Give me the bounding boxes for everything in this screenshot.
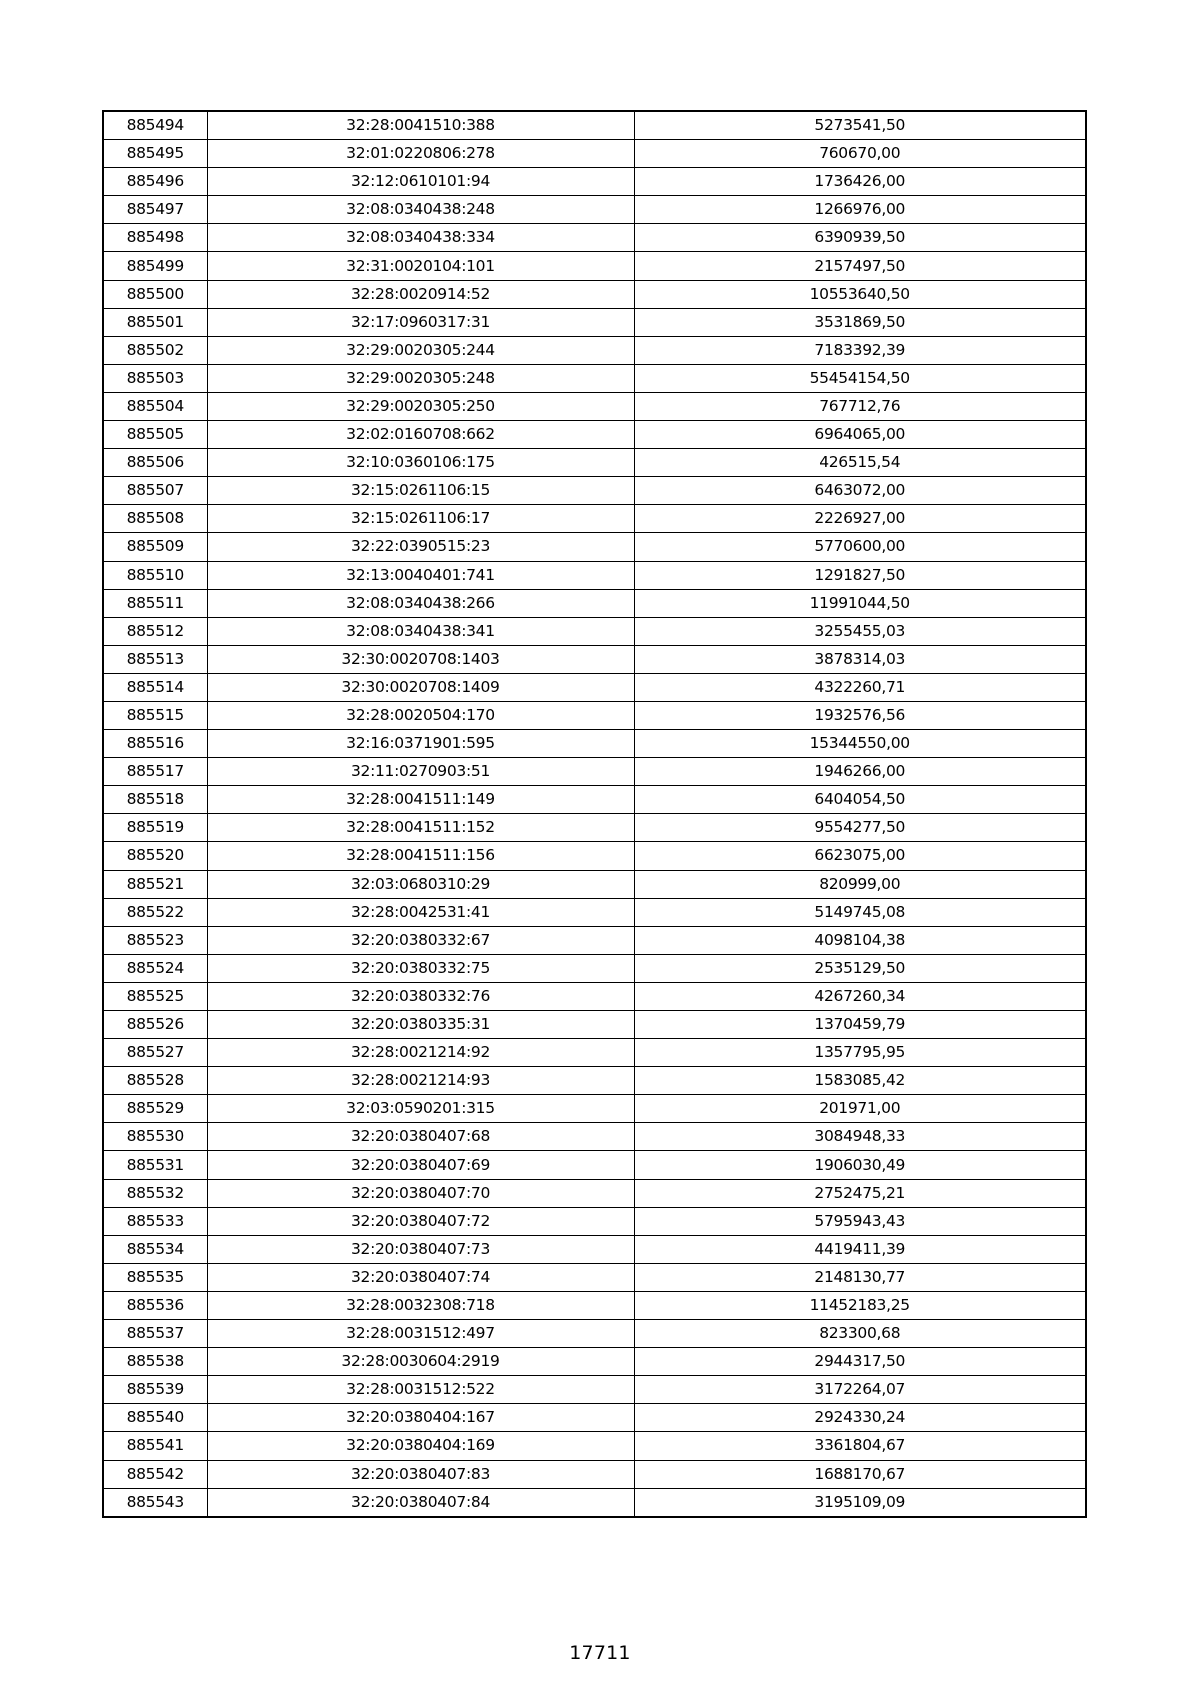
cadastral-number-cell: 32:13:0040401:741	[207, 561, 634, 589]
table-row	[103, 758, 1086, 786]
row-number-cell: 885500	[103, 280, 207, 308]
row-number-cell: 885514	[103, 673, 207, 701]
value-cell: 2924330,24	[634, 1404, 1086, 1432]
cadastral-number-cell: 32:03:0590201:315	[207, 1095, 634, 1123]
value-cell: 15344550,00	[634, 730, 1086, 758]
cadastral-number-cell: 32:08:0340438:341	[207, 617, 634, 645]
row-number-cell: 885511	[103, 589, 207, 617]
table-row	[103, 1376, 1086, 1404]
cadastral-number-cell: 32:28:0041511:149	[207, 786, 634, 814]
cadastral-number-cell: 32:29:0020305:248	[207, 364, 634, 392]
row-number-cell: 885517	[103, 758, 207, 786]
row-number-cell: 885505	[103, 421, 207, 449]
table-row	[103, 926, 1086, 954]
cadastral-number-cell: 32:20:0380335:31	[207, 1011, 634, 1039]
value-cell: 426515,54	[634, 449, 1086, 477]
row-number-cell: 885527	[103, 1039, 207, 1067]
cadastral-number-cell: 32:15:0261106:17	[207, 505, 634, 533]
table-row	[103, 1123, 1086, 1151]
value-cell: 1688170,67	[634, 1460, 1086, 1488]
cadastral-value-table	[102, 110, 1087, 1518]
table-row	[103, 1179, 1086, 1207]
cadastral-number-cell: 32:02:0160708:662	[207, 421, 634, 449]
table-row	[103, 1291, 1086, 1319]
table-row	[103, 1067, 1086, 1095]
table-row	[103, 224, 1086, 252]
table-row	[103, 561, 1086, 589]
cadastral-number-cell: 32:20:0380407:84	[207, 1488, 634, 1517]
row-number-cell: 885543	[103, 1488, 207, 1517]
table-row	[103, 111, 1086, 140]
value-cell: 9554277,50	[634, 814, 1086, 842]
row-number-cell: 885524	[103, 954, 207, 982]
row-number-cell: 885529	[103, 1095, 207, 1123]
cadastral-number-cell: 32:20:0380404:169	[207, 1432, 634, 1460]
value-cell: 1357795,95	[634, 1039, 1086, 1067]
table-row	[103, 1095, 1086, 1123]
row-number-cell: 885513	[103, 645, 207, 673]
table-row	[103, 870, 1086, 898]
cadastral-number-cell: 32:20:0380407:83	[207, 1460, 634, 1488]
value-cell: 201971,00	[634, 1095, 1086, 1123]
value-cell: 3195109,09	[634, 1488, 1086, 1517]
cadastral-number-cell: 32:28:0032308:718	[207, 1291, 634, 1319]
row-number-cell: 885537	[103, 1320, 207, 1348]
table-row	[103, 196, 1086, 224]
row-number-cell: 885528	[103, 1067, 207, 1095]
row-number-cell: 885519	[103, 814, 207, 842]
table-row	[103, 1404, 1086, 1432]
row-number-cell: 885495	[103, 140, 207, 168]
cadastral-number-cell: 32:29:0020305:250	[207, 392, 634, 420]
value-cell: 6463072,00	[634, 477, 1086, 505]
value-cell: 760670,00	[634, 140, 1086, 168]
row-number-cell: 885541	[103, 1432, 207, 1460]
value-cell: 6404054,50	[634, 786, 1086, 814]
table-row	[103, 364, 1086, 392]
value-cell: 3172264,07	[634, 1376, 1086, 1404]
cadastral-number-cell: 32:28:0021214:93	[207, 1067, 634, 1095]
value-cell: 3361804,67	[634, 1432, 1086, 1460]
row-number-cell: 885532	[103, 1179, 207, 1207]
table-row	[103, 1432, 1086, 1460]
table-row	[103, 1207, 1086, 1235]
row-number-cell: 885496	[103, 168, 207, 196]
cadastral-number-cell: 32:22:0390515:23	[207, 533, 634, 561]
cadastral-number-cell: 32:20:0380332:67	[207, 926, 634, 954]
table-row	[103, 982, 1086, 1010]
cadastral-number-cell: 32:01:0220806:278	[207, 140, 634, 168]
value-cell: 3084948,33	[634, 1123, 1086, 1151]
table-row	[103, 786, 1086, 814]
table-row	[103, 449, 1086, 477]
cadastral-number-cell: 32:20:0380407:73	[207, 1235, 634, 1263]
row-number-cell: 885521	[103, 870, 207, 898]
cadastral-number-cell: 32:28:0041511:156	[207, 842, 634, 870]
table-row	[103, 645, 1086, 673]
value-cell: 5795943,43	[634, 1207, 1086, 1235]
value-cell: 1946266,00	[634, 758, 1086, 786]
cadastral-number-cell: 32:28:0031512:497	[207, 1320, 634, 1348]
table-row	[103, 814, 1086, 842]
row-number-cell: 885525	[103, 982, 207, 1010]
cadastral-number-cell: 32:20:0380407:68	[207, 1123, 634, 1151]
value-cell: 11991044,50	[634, 589, 1086, 617]
row-number-cell: 885526	[103, 1011, 207, 1039]
cadastral-number-cell: 32:08:0340438:248	[207, 196, 634, 224]
row-number-cell: 885508	[103, 505, 207, 533]
value-cell: 5770600,00	[634, 533, 1086, 561]
row-number-cell: 885523	[103, 926, 207, 954]
value-cell: 6964065,00	[634, 421, 1086, 449]
row-number-cell: 885497	[103, 196, 207, 224]
value-cell: 1370459,79	[634, 1011, 1086, 1039]
cadastral-number-cell: 32:30:0020708:1403	[207, 645, 634, 673]
cadastral-number-cell: 32:20:0380332:75	[207, 954, 634, 982]
table-row	[103, 898, 1086, 926]
cadastral-number-cell: 32:17:0960317:31	[207, 308, 634, 336]
row-number-cell: 885518	[103, 786, 207, 814]
row-number-cell: 885515	[103, 701, 207, 729]
value-cell: 1736426,00	[634, 168, 1086, 196]
row-number-cell: 885507	[103, 477, 207, 505]
table-row	[103, 1488, 1086, 1517]
table-row	[103, 477, 1086, 505]
value-cell: 4419411,39	[634, 1235, 1086, 1263]
cadastral-number-cell: 32:15:0261106:15	[207, 477, 634, 505]
row-number-cell: 885503	[103, 364, 207, 392]
cadastral-number-cell: 32:16:0371901:595	[207, 730, 634, 758]
cadastral-number-cell: 32:08:0340438:334	[207, 224, 634, 252]
table-row	[103, 1460, 1086, 1488]
value-cell: 2752475,21	[634, 1179, 1086, 1207]
table-row	[103, 701, 1086, 729]
value-cell: 4098104,38	[634, 926, 1086, 954]
row-number-cell: 885499	[103, 252, 207, 280]
cadastral-number-cell: 32:08:0340438:266	[207, 589, 634, 617]
cadastral-number-cell: 32:28:0020504:170	[207, 701, 634, 729]
row-number-cell: 885530	[103, 1123, 207, 1151]
cadastral-number-cell: 32:10:0360106:175	[207, 449, 634, 477]
row-number-cell: 885534	[103, 1235, 207, 1263]
table-row	[103, 1235, 1086, 1263]
table-body	[103, 111, 1086, 1517]
value-cell: 1291827,50	[634, 561, 1086, 589]
table-row	[103, 617, 1086, 645]
cadastral-number-cell: 32:20:0380407:69	[207, 1151, 634, 1179]
row-number-cell: 885516	[103, 730, 207, 758]
table-row	[103, 1039, 1086, 1067]
row-number-cell: 885540	[103, 1404, 207, 1432]
value-cell: 1932576,56	[634, 701, 1086, 729]
row-number-cell: 885498	[103, 224, 207, 252]
row-number-cell: 885542	[103, 1460, 207, 1488]
value-cell: 1906030,49	[634, 1151, 1086, 1179]
table-row	[103, 1320, 1086, 1348]
value-cell: 4267260,34	[634, 982, 1086, 1010]
value-cell: 2157497,50	[634, 252, 1086, 280]
cadastral-number-cell: 32:20:0380407:70	[207, 1179, 634, 1207]
table-row	[103, 1011, 1086, 1039]
row-number-cell: 885535	[103, 1263, 207, 1291]
table-row	[103, 280, 1086, 308]
cadastral-number-cell: 32:29:0020305:244	[207, 336, 634, 364]
cadastral-number-cell: 32:28:0020914:52	[207, 280, 634, 308]
value-cell: 1266976,00	[634, 196, 1086, 224]
value-cell: 7183392,39	[634, 336, 1086, 364]
value-cell: 1583085,42	[634, 1067, 1086, 1095]
table-row	[103, 1151, 1086, 1179]
row-number-cell: 885509	[103, 533, 207, 561]
cadastral-number-cell: 32:31:0020104:101	[207, 252, 634, 280]
cadastral-number-cell: 32:30:0020708:1409	[207, 673, 634, 701]
value-cell: 2944317,50	[634, 1348, 1086, 1376]
row-number-cell: 885501	[103, 308, 207, 336]
cadastral-number-cell: 32:12:0610101:94	[207, 168, 634, 196]
value-cell: 3255455,03	[634, 617, 1086, 645]
table-row	[103, 336, 1086, 364]
value-cell: 767712,76	[634, 392, 1086, 420]
table-row	[103, 673, 1086, 701]
cadastral-number-cell: 32:28:0041510:388	[207, 111, 634, 140]
row-number-cell: 885506	[103, 449, 207, 477]
table-row	[103, 168, 1086, 196]
table-row	[103, 1263, 1086, 1291]
cadastral-number-cell: 32:03:0680310:29	[207, 870, 634, 898]
value-cell: 10553640,50	[634, 280, 1086, 308]
row-number-cell: 885494	[103, 111, 207, 140]
cadastral-number-cell: 32:28:0041511:152	[207, 814, 634, 842]
table-row	[103, 252, 1086, 280]
row-number-cell: 885510	[103, 561, 207, 589]
value-cell: 823300,68	[634, 1320, 1086, 1348]
row-number-cell: 885538	[103, 1348, 207, 1376]
value-cell: 6390939,50	[634, 224, 1086, 252]
table-row	[103, 730, 1086, 758]
value-cell: 2226927,00	[634, 505, 1086, 533]
value-cell: 55454154,50	[634, 364, 1086, 392]
table-row	[103, 1348, 1086, 1376]
value-cell: 5149745,08	[634, 898, 1086, 926]
cadastral-number-cell: 32:20:0380404:167	[207, 1404, 634, 1432]
row-number-cell: 885531	[103, 1151, 207, 1179]
row-number-cell: 885536	[103, 1291, 207, 1319]
table-row	[103, 308, 1086, 336]
row-number-cell: 885504	[103, 392, 207, 420]
cadastral-number-cell: 32:28:0042531:41	[207, 898, 634, 926]
value-cell: 820999,00	[634, 870, 1086, 898]
cadastral-number-cell: 32:20:0380407:74	[207, 1263, 634, 1291]
value-cell: 3878314,03	[634, 645, 1086, 673]
cadastral-number-cell: 32:11:0270903:51	[207, 758, 634, 786]
cadastral-number-cell: 32:28:0031512:522	[207, 1376, 634, 1404]
cadastral-number-cell: 32:20:0380407:72	[207, 1207, 634, 1235]
table-row	[103, 842, 1086, 870]
value-cell: 6623075,00	[634, 842, 1086, 870]
table-row	[103, 505, 1086, 533]
table-row	[103, 533, 1086, 561]
cadastral-number-cell: 32:28:0030604:2919	[207, 1348, 634, 1376]
row-number-cell: 885502	[103, 336, 207, 364]
table-row	[103, 589, 1086, 617]
table-row	[103, 421, 1086, 449]
row-number-cell: 885522	[103, 898, 207, 926]
row-number-cell: 885533	[103, 1207, 207, 1235]
row-number-cell: 885539	[103, 1376, 207, 1404]
value-cell: 4322260,71	[634, 673, 1086, 701]
table-row	[103, 392, 1086, 420]
page-number: 17711	[569, 1642, 631, 1664]
value-cell: 5273541,50	[634, 111, 1086, 140]
value-cell: 2148130,77	[634, 1263, 1086, 1291]
row-number-cell: 885512	[103, 617, 207, 645]
cadastral-number-cell: 32:28:0021214:92	[207, 1039, 634, 1067]
row-number-cell: 885520	[103, 842, 207, 870]
value-cell: 11452183,25	[634, 1291, 1086, 1319]
value-cell: 2535129,50	[634, 954, 1086, 982]
table-row	[103, 140, 1086, 168]
table-row	[103, 954, 1086, 982]
value-cell: 3531869,50	[634, 308, 1086, 336]
cadastral-number-cell: 32:20:0380332:76	[207, 982, 634, 1010]
